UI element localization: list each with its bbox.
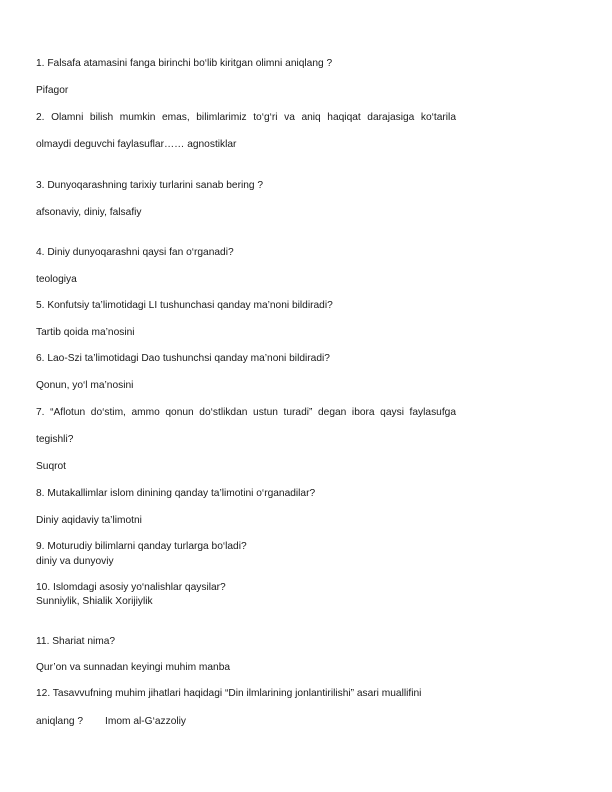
question-4: 4. Diniy dunyoqarashni qaysi fan o‘rganadi? [36,247,234,258]
answer-3: afsonaviy, diniy, falsafiy [36,207,142,218]
answer-5: Tartib qoida ma’nosini [36,327,135,338]
question-2-line-2 [36,139,236,151]
question-9: 9. Moturudiy bilimlarni qanday turlarga bo‘ladi? [36,541,247,552]
answer-6: Qonun, yo‘l ma’nosini [36,380,134,391]
question-3: 3. Dunyoqarashning tarixiy turlarini sanab bering ? [36,180,264,191]
answer-7: Suqrot [36,461,67,472]
question-6: 6. Lao-Szi ta’limotidagi Dao tushunchsi qanday ma’noni bildiradi? [36,353,330,364]
answer-4: teologiya [36,274,77,285]
question-12-line-1: 12. Tasavvufning muhim jihatlari haqidagi “Din ilmlarining jonlantirilishi” asari muallifini [36,688,422,699]
question-10: 10. Islomdagi asosiy yo‘nalishlar qaysilar? [36,582,226,593]
question-12-line-2 [36,716,186,728]
question-1: 1. Falsafa atamasini fanga birinchi bo‘lib kiritgan olimni aniqlang ? [36,58,333,69]
question-2-line-1: 2. Olamni bilish mumkin emas, bilimlarimiz to‘g‘ri va aniq haqiqat darajasiga ko‘tarila [36,112,456,123]
answer-1: Pifagor [36,85,69,96]
answer-11: Qur’on va sunnadan keyingi muhim manba [36,662,231,673]
answer-10: Sunniylik, Shialik Xorijiylik [36,596,153,607]
answer-9: diniy va dunyoviy [36,556,114,567]
question-8: 8. Mutakallimlar islom dinining qanday ta’limotini o‘rganadilar? [36,488,316,499]
answer-12: Imom al-G‘azzoliy [105,716,186,727]
question-11: 11. Shariat nima? [36,636,116,647]
answer-2: agnostiklar [187,139,237,150]
question-2-text: olmaydi deguvchi faylasuflar…… [36,139,188,150]
question-7-line-1: 7. “Aflotun do‘stim, ammo qonun do‘stlikdan ustun turadi” degan ibora qaysi faylasufga [36,407,456,418]
question-12-text: aniqlang ? [36,716,84,727]
question-7-line-2: tegishli? [36,434,74,445]
question-5: 5. Konfutsiy ta’limotidagi LI tushunchasi qanday ma’noni bildiradi? [36,300,333,311]
answer-8: Diniy aqidaviy ta’limotni [36,515,142,526]
